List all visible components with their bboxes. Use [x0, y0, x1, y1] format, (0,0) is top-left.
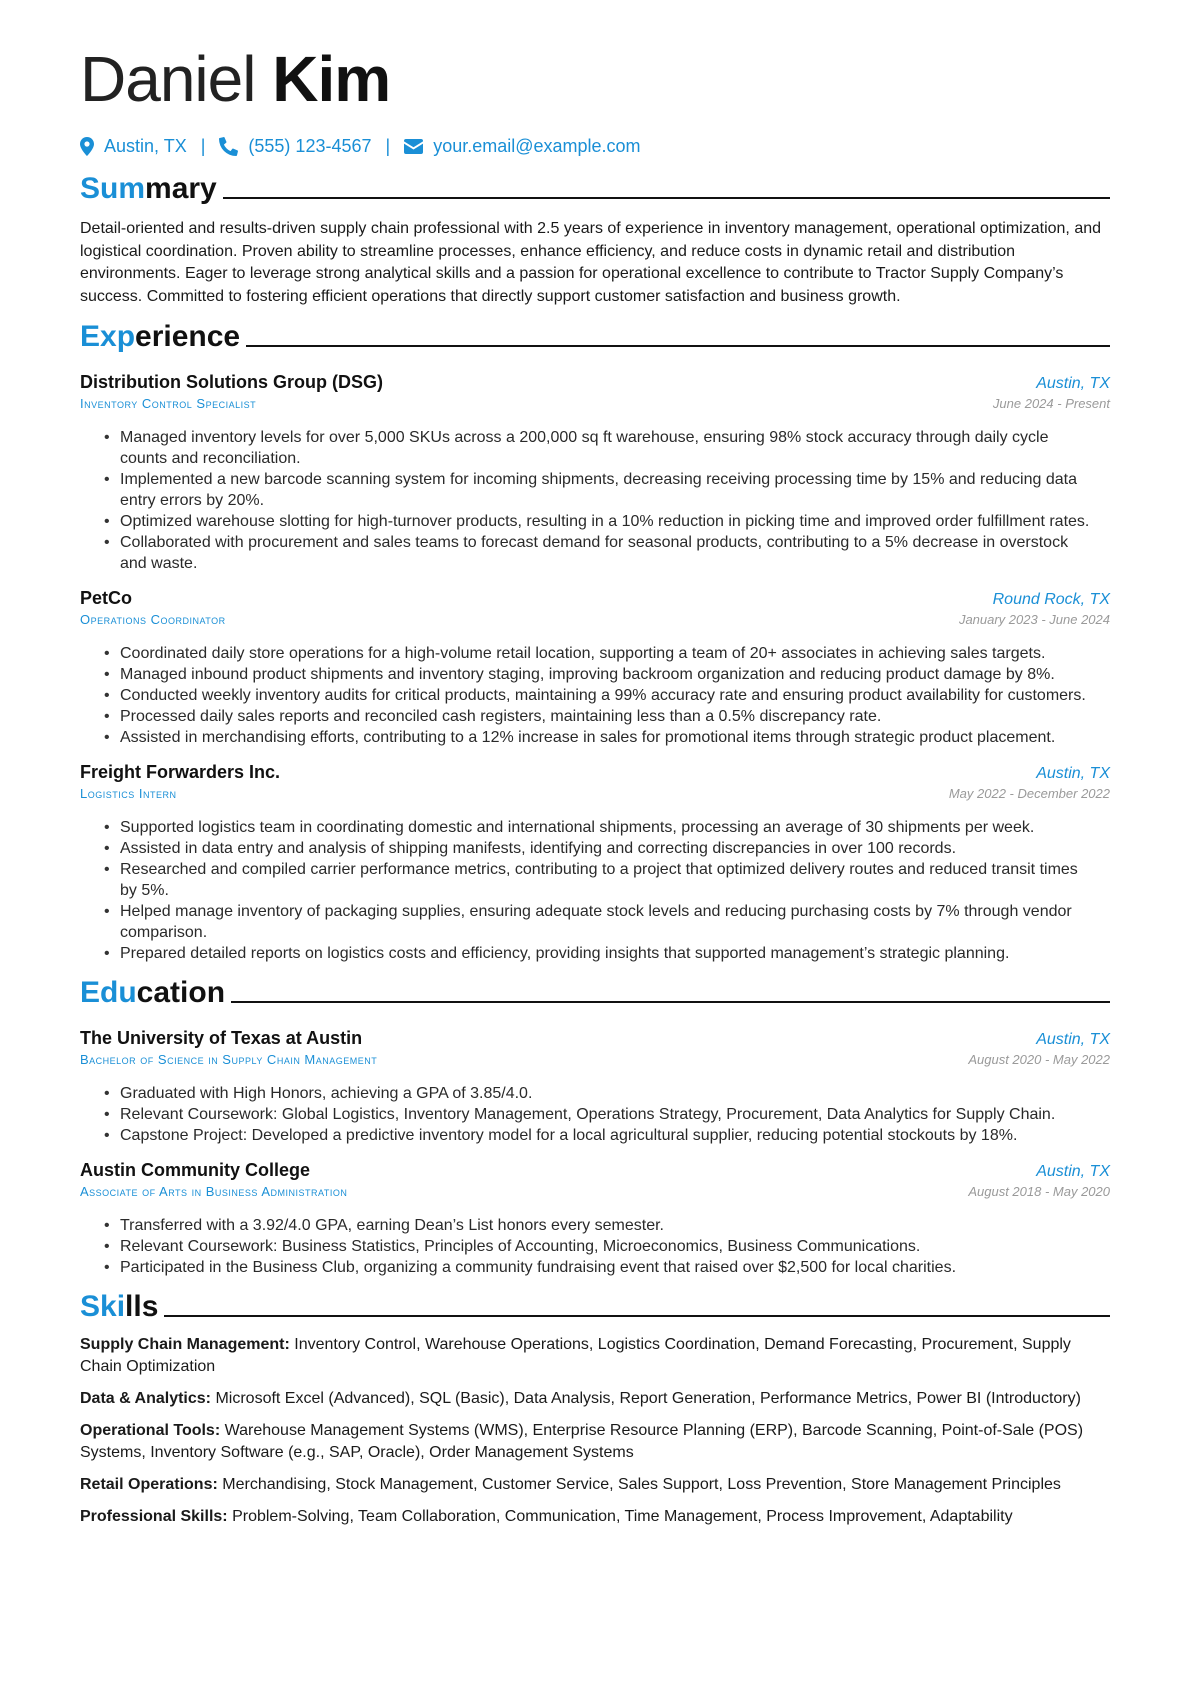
- section-title-skills: [80, 1286, 1110, 1324]
- education-entry: [80, 1160, 1110, 1278]
- section-divider: [164, 1315, 1110, 1317]
- entry-header: [80, 372, 1110, 396]
- skills-list: [80, 1334, 1110, 1528]
- bullet-list: [80, 643, 1110, 748]
- skill-row: [80, 1388, 1110, 1410]
- section-title-rest: lls: [125, 1290, 159, 1323]
- skill-row: [80, 1334, 1110, 1378]
- entry-header: [80, 1028, 1110, 1052]
- bullet-item: • Capstone Project: Developed a predictive inventory model for a local agricultural supplier, reducing potential stockouts by 18%.: [120, 1125, 1110, 1146]
- skill-category: Operational Tools:: [80, 1422, 221, 1439]
- experience-entry: [80, 588, 1110, 748]
- section-divider: [246, 345, 1110, 347]
- experience-entry: [80, 762, 1110, 964]
- entry-subheader: [80, 612, 1110, 632]
- entry-date: May 2022 - December 2022: [948, 786, 1110, 801]
- entry-header: [80, 1160, 1110, 1184]
- skill-row: [80, 1506, 1110, 1528]
- map-pin-icon: [80, 137, 94, 156]
- skill-category: Data & Analytics:: [80, 1390, 211, 1407]
- bullet-item: • Managed inbound product shipments and inventory staging, improving backroom organization and reducing product damage by 8%.: [120, 664, 1110, 685]
- email-text: your.email@example.com: [433, 135, 641, 156]
- entry-role: Bachelor of Science in Supply Chain Management: [80, 1052, 378, 1067]
- entry-subheader: [80, 1052, 1110, 1072]
- bullet-item: • Supported logistics team in coordinating domestic and international shipments, processing an average of 30 shipments per week.: [120, 817, 1110, 838]
- entry-location: Austin, TX: [1036, 765, 1110, 782]
- section-divider: [223, 197, 1110, 199]
- contact-location: [80, 136, 187, 157]
- organization-name: PetCo: [80, 588, 133, 608]
- section-title-accent: Ski: [80, 1290, 126, 1323]
- section-title-accent: Exp: [80, 320, 136, 353]
- skill-category: Professional Skills:: [80, 1508, 228, 1525]
- bullet-item: • Helped manage inventory of packaging supplies, ensuring adequate stock levels and reducing purchasing costs by 7% through vendor comparison.: [120, 901, 1110, 943]
- bullet-item: • Prepared detailed reports on logistics costs and efficiency, providing insights that supported management’s strategic planning.: [120, 943, 1110, 964]
- bullet-item: • Relevant Coursework: Global Logistics, Inventory Management, Operations Strategy, Procurement, Data Analytics for Supply Chain.: [120, 1104, 1110, 1125]
- candidate-name: [80, 40, 1110, 118]
- contact-separator: |: [200, 135, 206, 156]
- organization-name: The University of Texas at Austin: [80, 1028, 363, 1048]
- bullet-item: • Managed inventory levels for over 5,000 SKUs across a 200,000 sq ft warehouse, ensuring 98% stock accuracy through daily cycle counts and reconciliation.: [120, 427, 1110, 469]
- bullet-list: [80, 1215, 1110, 1278]
- section-title-rest: erience: [135, 320, 241, 353]
- bullet-item: • Implemented a new barcode scanning system for incoming shipments, decreasing receiving processing time by 15% and reducing data entry errors by 20%.: [120, 469, 1110, 511]
- education-list: [80, 1028, 1110, 1278]
- contact-bar: [80, 132, 1110, 160]
- bullet-item: • Participated in the Business Club, organizing a community fundraising event that raised over $2,500 for local charities.: [120, 1257, 1110, 1278]
- section-title-rest: mary: [145, 172, 217, 205]
- entry-subheader: [80, 786, 1110, 806]
- entry-date: January 2023 - June 2024: [958, 612, 1110, 627]
- entry-role: Operations Coordinator: [80, 612, 226, 627]
- skill-values: Merchandising, Stock Management, Customer Service, Sales Support, Loss Prevention, Store Management Principles: [222, 1476, 1061, 1493]
- organization-name: Freight Forwarders Inc.: [80, 762, 281, 782]
- bullet-item: • Transferred with a 3.92/4.0 GPA, earning Dean’s List honors every semester.: [120, 1215, 1110, 1236]
- entry-role: Associate of Arts in Business Administration: [80, 1184, 348, 1199]
- entry-subheader: [80, 396, 1110, 416]
- experience-list: [80, 372, 1110, 964]
- entry-role: Logistics Intern: [80, 786, 177, 801]
- contact-phone[interactable]: [219, 136, 371, 157]
- entry-location: Austin, TX: [1036, 1031, 1110, 1048]
- bullet-item: • Graduated with High Honors, achieving a GPA of 3.85/4.0.: [120, 1083, 1110, 1104]
- entry-location: Austin, TX: [1036, 375, 1110, 392]
- education-entry: [80, 1028, 1110, 1146]
- section-title-rest: cation: [136, 976, 226, 1009]
- organization-name: Austin Community College: [80, 1160, 311, 1180]
- bullet-list: [80, 817, 1110, 964]
- bullet-item: • Relevant Coursework: Business Statistics, Principles of Accounting, Microeconomics, Business Communications.: [120, 1236, 1110, 1257]
- phone-icon: [219, 137, 238, 156]
- phone-text: (555) 123-4567: [248, 135, 372, 156]
- bullet-item: • Assisted in data entry and analysis of shipping manifests, identifying and correcting discrepancies in over 100 records.: [120, 838, 1110, 859]
- bullet-item: • Collaborated with procurement and sales teams to forecast demand for seasonal products, contributing to a 5% decrease in overstock and waste.: [120, 532, 1110, 574]
- section-title-experience: [80, 316, 1110, 354]
- entry-subheader: [80, 1184, 1110, 1204]
- bullet-item: • Researched and compiled carrier performance metrics, contributing to a project that optimized delivery routes and reduced transit times by 5%.: [120, 859, 1110, 901]
- entry-date: August 2020 - May 2022: [968, 1052, 1110, 1067]
- skill-row: [80, 1474, 1110, 1496]
- bullet-item: • Conducted weekly inventory audits for critical products, maintaining a 99% accuracy rate and ensuring product availability for customers.: [120, 685, 1110, 706]
- last-name: Kim: [272, 43, 391, 115]
- skill-values: Microsoft Excel (Advanced), SQL (Basic), Data Analysis, Report Generation, Performance Metrics, Power BI (Introductory): [215, 1390, 1081, 1407]
- skill-values: Inventory Control, Warehouse Operations, Logistics Coordination, Demand Forecasting, Procurement, Supply Chain Optimization: [80, 1336, 1071, 1375]
- first-name: Daniel: [80, 43, 256, 115]
- experience-entry: [80, 372, 1110, 574]
- section-title-accent: Edu: [80, 976, 137, 1009]
- bullet-item: • Assisted in merchandising efforts, contributing to a 12% increase in sales for promotional items through strategic product placement.: [120, 727, 1110, 748]
- bullet-list: [80, 427, 1110, 574]
- skill-values: Warehouse Management Systems (WMS), Enterprise Resource Planning (ERP), Barcode Scanning, Point-of-Sale (POS) Systems, Inventory Software (e.g., SAP, Oracle), Order Management Systems: [80, 1422, 1084, 1461]
- contact-email[interactable]: [404, 136, 640, 157]
- bullet-item: • Coordinated daily store operations for a high-volume retail location, supporting a team of 20+ associates in achieving sales targets.: [120, 643, 1110, 664]
- section-title-education: [80, 972, 1110, 1010]
- section-divider: [231, 1001, 1110, 1003]
- bullet-item: • Processed daily sales reports and reconciled cash registers, maintaining less than a 0.5% discrepancy rate.: [120, 706, 1110, 727]
- bullet-list: [80, 1083, 1110, 1146]
- contact-separator: |: [385, 135, 391, 156]
- summary-text: Detail-oriented and results-driven supply chain professional with 2.5 years of experience in inventory management, operational optimization, and logistical coordination. Proven ability to streamline processes, enhance efficiency, and reduce costs in dynamic retail and distribution environments. Eager to leverage strong analytical skills and a passion for operational excellence to contribute to Tractor Supply Company’s success. Committed to fostering efficient operations that directly support customer satisfaction and business growth.: [80, 220, 1102, 305]
- entry-role: Inventory Control Specialist: [80, 396, 257, 411]
- organization-name: Distribution Solutions Group (DSG): [80, 372, 383, 392]
- entry-date: August 2018 - May 2020: [968, 1184, 1110, 1199]
- entry-header: [80, 762, 1110, 786]
- location-text: Austin, TX: [104, 135, 187, 156]
- entry-location: Austin, TX: [1036, 1163, 1110, 1180]
- entry-date: June 2024 - Present: [992, 396, 1110, 411]
- entry-header: [80, 588, 1110, 612]
- envelope-icon: [404, 139, 423, 154]
- skill-category: Retail Operations:: [80, 1476, 218, 1493]
- entry-location: Round Rock, TX: [992, 591, 1110, 608]
- bullet-item: • Optimized warehouse slotting for high-turnover products, resulting in a 10% reduction in picking time and improved order fulfillment rates.: [120, 511, 1110, 532]
- skill-row: [80, 1420, 1110, 1464]
- skill-category: Supply Chain Management:: [80, 1336, 290, 1353]
- section-title-summary: [80, 168, 1110, 206]
- section-title-accent: Sum: [80, 172, 146, 205]
- skill-values: Problem-Solving, Team Collaboration, Communication, Time Management, Process Improvement, Adaptability: [232, 1508, 1013, 1525]
